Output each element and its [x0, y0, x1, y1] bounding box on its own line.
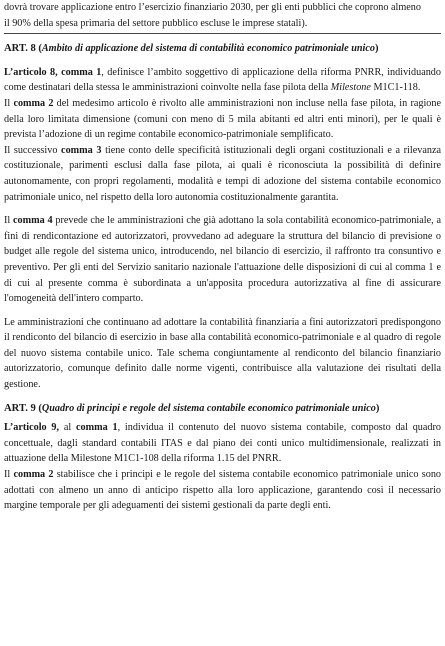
art8-p1-lead: L’articolo 8, comma 1: [4, 66, 102, 78]
art8-p1-milestone: Milestone: [330, 82, 371, 94]
art8-title: ART. 8: [4, 43, 36, 55]
art8-heading: ART. 8 (Ambito di applicazione del sistema di contabilità economico patrimoniale unico): [4, 43, 379, 55]
art8-p2-lead: comma 2: [13, 97, 54, 109]
art8-paragraph-2: Il comma 2 del medesimo articolo è rivolto alle amministrazioni non incluse nella fase pilota, in ragione della loro limitata dimensione (comuni con meno di 5 mila abitanti ed altri enti minori), per le quali è prevista l’adozione di un regime contabile economico-patrimoniale semplificato.: [4, 97, 441, 141]
art8-p3-lead: comma 3: [61, 144, 102, 156]
art9-p2-lead: comma 2: [13, 469, 54, 481]
art9-p2-text: stabilisce che i principi e le regole del sistema contabile economico patrimoniale unico sono adottati con almeno un anno di anticipo rispetto alla loro applicazione, garantendo così il necessario margine temporale per gli adeguamenti dei sistemi gestionali da parte degli enti.: [4, 469, 442, 512]
art8-p1-tail: M1C1-118.: [370, 82, 421, 94]
art9-heading: ART. 9 (Quadro di principi e regole del sistema contabile economico patrimoniale unico): [4, 402, 380, 414]
art8-p2-text: del medesimo articolo è rivolto alle amministrazioni non incluse nella fase pilota, in ragione della loro limitata dimensione (comuni con meno di 5 mila abitanti ed altri enti minori), per le quali è prevista l’adozione di un regime contabile economico-patrimoniale semplificato.: [4, 97, 441, 141]
art8-p3-text: tiene conto delle specificità istituzionali degli organi costituzionali e a rilevanza costituzionale, parimenti esclusi dalla fase pilota, ai quali è riconosciuta la possibilità di definire autonomamente, con propri regolamenti, modalità e tempi di adozione del sistema contabile economico patrimoniale unico, nel rispetto della loro autonomia costituzionalmente garantita.: [4, 144, 441, 203]
art8-paragraph-5: Le amministrazioni che continuano ad adottare la contabilità finanziaria a fini autorizzatori predispongono il rendiconto del bilancio di esercizio in base alla contabilità economico-patrimoniale e al quadro di regole del nuovo sistema contabile unico. Tale schema congiuntamente al rendiconto del bilancio finanziario autorizzatorio, comunque definito dalle norme vigenti, contribuisce alla valutazione dei risultati della gestione.: [4, 316, 441, 391]
intro-line-1: dovrà trovare applicazione entro l’esercizio finanziario 2030, per gli enti pubblici che coprono almeno: [4, 2, 421, 13]
intro-paragraph: [4, 0, 441, 34]
art9-p1-lead2: comma 1: [76, 422, 118, 434]
art9-p1-lead: L’articolo 9,: [4, 422, 60, 434]
art8-paragraph-4: Il comma 4 prevede che le amministrazioni che già adottano la sola contabilità economico-patrimoniale, a fini di rendicontazione ed autorizzatori, provvedano ad adeguare la struttura del bilancio di previsione o budget alle regole del sistema unico, introducendo, nel bilancio di esercizio, il raffronto tra consuntivo e preventivo. Per gli enti del Servizio sanitario nazionale l'attuazione delle disposizioni di cui al comma 1 e di cui al presente comma è subordinata a un'apposita procedura autorizzativa al fine di assicurare l'omogeneità dell'intero comparto.: [4, 215, 441, 305]
art9-subtitle: Quadro di principi e regole del sistema contabile economico patrimoniale unico: [41, 402, 376, 414]
art8-subtitle: Ambito di applicazione del sistema di contabilità economico patrimoniale unico: [41, 43, 375, 55]
art8-p4-lead: comma 4: [13, 215, 53, 227]
art9-p1-text: , individua il contenuto del nuovo sistema contabile, composto dal quadro concettuale, dagli standard contabili ITAS e dal piano dei conti unico multidimensionale, realizzati in attuazione della Milestone M1C1-108 della riforma 1.15 del PNRR.: [4, 422, 441, 465]
art8-p4-text: prevede che le amministrazioni che già adottano la sola contabilità economico-patrimoniale, a fini di rendicontazione ed autorizzatori, provvedano ad adeguare la struttura del bilancio di previsione o budget alle regole del sistema unico, introducendo, nel bilancio di esercizio, il raffronto tra consuntivo e preventivo. Per gli enti del Servizio sanitario nazionale l'attuazione delle disposizioni di cui al comma 1 e di cui al presente comma è subordinata a un'apposita procedura autorizzativa al fine di assicurare l'omogeneità dell'intero comparto.: [4, 215, 441, 305]
art8-p1-text: , definisce l’ambito soggettivo di applicazione della riforma PNRR, individuando come destinatari della stessa le amministrazioni coinvolte nella fase pilota della: [4, 66, 441, 94]
intro-line-2: il 90% della spesa primaria del settore pubblico escluse le imprese statali).: [4, 17, 308, 29]
art8-paragraph-3: Il successivo comma 3 tiene conto delle specificità istituzionali degli organi costituzionali e a rilevanza costituzionale, parimenti esclusi dalla fase pilota, ai quali è riconosciuta la possibilità di definire autonomamente, con propri regolamenti, modalità e tempi di adozione del sistema contabile economico patrimoniale unico, nel rispetto della loro autonomia costituzionalmente garantita.: [4, 144, 441, 203]
art9-paragraph-1: L’articolo 9, al comma 1, individua il contenuto del nuovo sistema contabile, composto dal quadro concettuale, dagli standard contabili ITAS e dal piano dei conti unico multidimensionale, realizzati in attuazione della Milestone M1C1-108 della riforma 1.15 del PNRR.: [4, 422, 441, 465]
art8-paragraph-1: [4, 65, 441, 96]
art9-title: ART. 9: [4, 402, 36, 414]
art9-paragraph-2: Il comma 2 stabilisce che i principi e le regole del sistema contabile economico patrimoniale unico sono adottati con almeno un anno di anticipo rispetto alla loro applicazione, garantendo così il necessario margine temporale per gli adeguamenti dei sistemi gestionali da parte degli enti.: [4, 469, 442, 512]
